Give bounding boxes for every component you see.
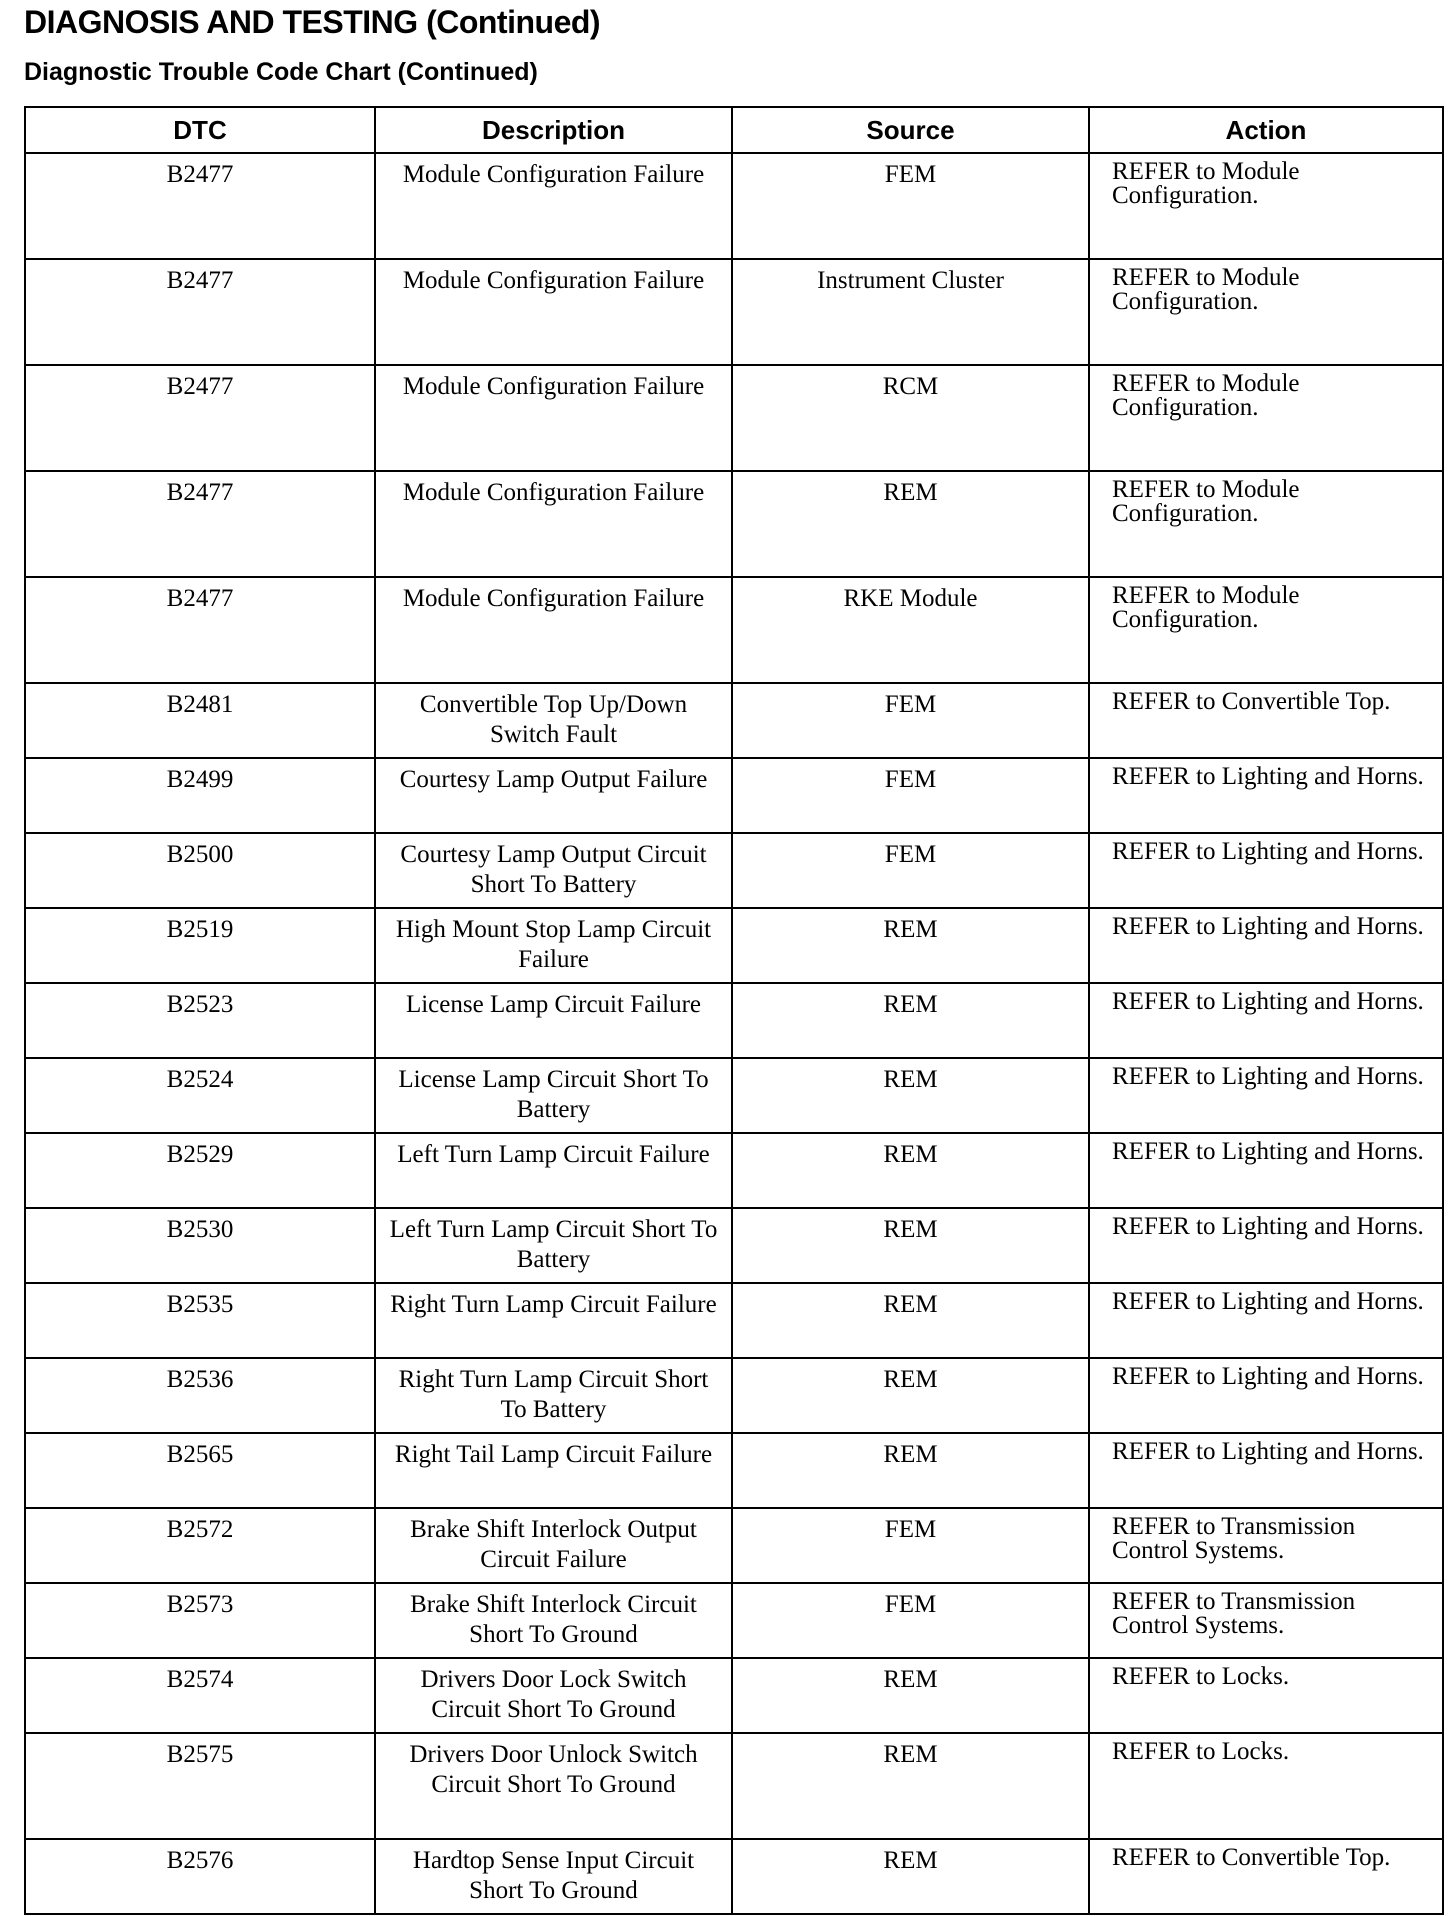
cell-dtc: B2477 <box>25 577 375 683</box>
header-source: Source <box>732 107 1089 153</box>
cell-action: REFER to Module Configuration. <box>1089 365 1443 471</box>
page-title: DIAGNOSIS AND TESTING (Continued) <box>24 4 601 40</box>
table-row <box>25 153 1443 259</box>
cell-description: Convertible Top Up/Down Switch Fault <box>375 683 732 758</box>
cell-action: REFER to Locks. <box>1089 1733 1443 1839</box>
cell-description: Right Turn Lamp Circuit Failure <box>375 1283 732 1358</box>
cell-dtc: B2572 <box>25 1508 375 1583</box>
header-description: Description <box>375 107 732 153</box>
cell-description: Left Turn Lamp Circuit Failure <box>375 1133 732 1208</box>
cell-description: Courtesy Lamp Output Failure <box>375 758 732 833</box>
cell-dtc: B2574 <box>25 1658 375 1733</box>
cell-source: REM <box>732 1358 1089 1433</box>
cell-source: FEM <box>732 833 1089 908</box>
table-row <box>25 1433 1443 1508</box>
cell-action: REFER to Lighting and Horns. <box>1089 1433 1443 1508</box>
cell-dtc: B2576 <box>25 1839 375 1914</box>
cell-description: Module Configuration Failure <box>375 259 732 365</box>
cell-dtc: B2519 <box>25 908 375 983</box>
cell-action: REFER to Lighting and Horns. <box>1089 833 1443 908</box>
cell-description: Drivers Door Lock Switch Circuit Short To Ground <box>375 1658 732 1733</box>
cell-description: Module Configuration Failure <box>375 577 732 683</box>
cell-description: License Lamp Circuit Short To Battery <box>375 1058 732 1133</box>
table-row <box>25 1839 1443 1914</box>
cell-dtc: B2530 <box>25 1208 375 1283</box>
table-row <box>25 1658 1443 1733</box>
cell-description: Drivers Door Unlock Switch Circuit Short To Ground <box>375 1733 732 1839</box>
table-row <box>25 758 1443 833</box>
cell-source: RCM <box>732 365 1089 471</box>
cell-source: REM <box>732 1283 1089 1358</box>
section-title: Diagnostic Trouble Code Chart (Continued) <box>24 58 538 86</box>
cell-action: REFER to Lighting and Horns. <box>1089 1358 1443 1433</box>
cell-source: Instrument Cluster <box>732 259 1089 365</box>
table-row <box>25 1058 1443 1133</box>
table-row <box>25 471 1443 577</box>
cell-dtc: B2565 <box>25 1433 375 1508</box>
cell-action: REFER to Lighting and Horns. <box>1089 1283 1443 1358</box>
cell-source: REM <box>732 1433 1089 1508</box>
table-row <box>25 833 1443 908</box>
cell-action: REFER to Convertible Top. <box>1089 683 1443 758</box>
table-row <box>25 365 1443 471</box>
cell-source: REM <box>732 983 1089 1058</box>
cell-source: REM <box>732 1058 1089 1133</box>
cell-description: Module Configuration Failure <box>375 365 732 471</box>
cell-action: REFER to Lighting and Horns. <box>1089 758 1443 833</box>
cell-dtc: B2477 <box>25 259 375 365</box>
cell-action: REFER to Locks. <box>1089 1658 1443 1733</box>
table-row <box>25 1583 1443 1658</box>
cell-description: Right Turn Lamp Circuit Short To Battery <box>375 1358 732 1433</box>
cell-source: REM <box>732 908 1089 983</box>
table-row <box>25 259 1443 365</box>
cell-dtc: B2575 <box>25 1733 375 1839</box>
table-row <box>25 1508 1443 1583</box>
cell-description: Brake Shift Interlock Output Circuit Failure <box>375 1508 732 1583</box>
cell-description: Courtesy Lamp Output Circuit Short To Battery <box>375 833 732 908</box>
table-row <box>25 577 1443 683</box>
cell-action: REFER to Module Configuration. <box>1089 577 1443 683</box>
cell-description: High Mount Stop Lamp Circuit Failure <box>375 908 732 983</box>
table-header-row <box>25 107 1443 153</box>
cell-source: FEM <box>732 153 1089 259</box>
cell-dtc: B2535 <box>25 1283 375 1358</box>
table-row <box>25 1733 1443 1839</box>
table-row <box>25 1133 1443 1208</box>
table-row <box>25 683 1443 758</box>
cell-description: Module Configuration Failure <box>375 471 732 577</box>
table-row <box>25 908 1443 983</box>
cell-description: License Lamp Circuit Failure <box>375 983 732 1058</box>
cell-action: REFER to Transmission Control Systems. <box>1089 1583 1443 1658</box>
cell-action: REFER to Convertible Top. <box>1089 1839 1443 1914</box>
cell-dtc: B2500 <box>25 833 375 908</box>
cell-description: Right Tail Lamp Circuit Failure <box>375 1433 732 1508</box>
cell-description: Hardtop Sense Input Circuit Short To Ground <box>375 1839 732 1914</box>
header-dtc: DTC <box>25 107 375 153</box>
cell-dtc: B2477 <box>25 365 375 471</box>
table-row <box>25 1208 1443 1283</box>
cell-action: REFER to Lighting and Horns. <box>1089 1058 1443 1133</box>
cell-dtc: B2524 <box>25 1058 375 1133</box>
cell-source: REM <box>732 1133 1089 1208</box>
cell-source: FEM <box>732 758 1089 833</box>
cell-description: Left Turn Lamp Circuit Short To Battery <box>375 1208 732 1283</box>
cell-action: REFER to Lighting and Horns. <box>1089 1133 1443 1208</box>
cell-source: RKE Module <box>732 577 1089 683</box>
cell-dtc: B2477 <box>25 471 375 577</box>
cell-source: REM <box>732 471 1089 577</box>
cell-dtc: B2529 <box>25 1133 375 1208</box>
cell-action: REFER to Transmission Control Systems. <box>1089 1508 1443 1583</box>
cell-source: FEM <box>732 1583 1089 1658</box>
cell-dtc: B2536 <box>25 1358 375 1433</box>
cell-source: REM <box>732 1839 1089 1914</box>
header-action: Action <box>1089 107 1443 153</box>
cell-action: REFER to Lighting and Horns. <box>1089 983 1443 1058</box>
table-row <box>25 1358 1443 1433</box>
cell-action: REFER to Module Configuration. <box>1089 471 1443 577</box>
cell-source: REM <box>732 1208 1089 1283</box>
cell-dtc: B2477 <box>25 153 375 259</box>
cell-dtc: B2573 <box>25 1583 375 1658</box>
cell-source: REM <box>732 1733 1089 1839</box>
cell-action: REFER to Lighting and Horns. <box>1089 1208 1443 1283</box>
cell-action: REFER to Module Configuration. <box>1089 153 1443 259</box>
cell-dtc: B2499 <box>25 758 375 833</box>
table-row <box>25 1283 1443 1358</box>
cell-source: FEM <box>732 1508 1089 1583</box>
cell-description: Brake Shift Interlock Circuit Short To Ground <box>375 1583 732 1658</box>
dtc-chart-table <box>24 106 1444 1915</box>
cell-dtc: B2523 <box>25 983 375 1058</box>
cell-action: REFER to Module Configuration. <box>1089 259 1443 365</box>
table-row <box>25 983 1443 1058</box>
cell-source: REM <box>732 1658 1089 1733</box>
cell-source: FEM <box>732 683 1089 758</box>
cell-dtc: B2481 <box>25 683 375 758</box>
cell-description: Module Configuration Failure <box>375 153 732 259</box>
cell-action: REFER to Lighting and Horns. <box>1089 908 1443 983</box>
